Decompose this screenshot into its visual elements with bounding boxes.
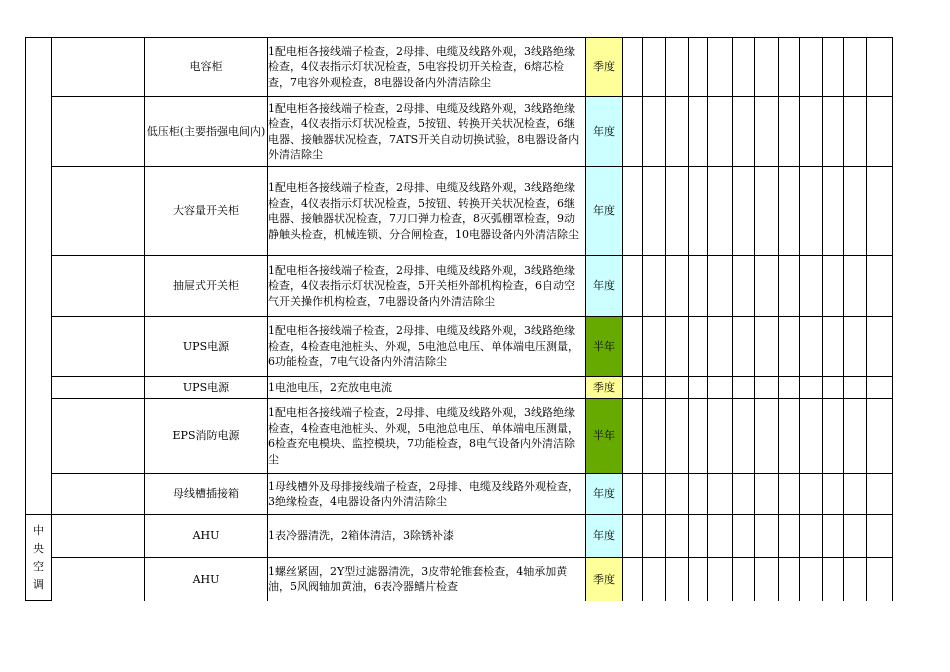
equipment-name: 低压柜(主要指强电间内) bbox=[145, 97, 268, 167]
blank-cell bbox=[52, 97, 145, 167]
frequency-badge: 年度 bbox=[586, 515, 623, 558]
maintenance-content: 1配电柜各接线端子检查，2母排、电缆及线路外观，3线路绝缘检查，4仪表指示灯状况检查，5电容投切开关检查，6熔芯检查，7电容外观检查，8电器设备内外清洁除尘 bbox=[268, 38, 586, 97]
table-row bbox=[26, 399, 893, 474]
table-row bbox=[26, 317, 893, 377]
category-char: 央 bbox=[33, 541, 44, 555]
maintenance-table bbox=[25, 37, 893, 601]
equipment-name: EPS消防电源 bbox=[145, 399, 268, 474]
table-row bbox=[26, 377, 893, 399]
category-char: 调 bbox=[33, 577, 44, 591]
category-char: 中 bbox=[33, 523, 44, 537]
category-char: 空 bbox=[33, 559, 44, 573]
frequency-badge: 年度 bbox=[586, 256, 623, 317]
equipment-name: UPS电源 bbox=[145, 377, 268, 399]
equipment-name: 母线槽插接箱 bbox=[145, 474, 268, 515]
category-cell-hvac bbox=[26, 515, 52, 601]
equipment-name: UPS电源 bbox=[145, 317, 268, 377]
table-row bbox=[26, 167, 893, 256]
blank-cell bbox=[52, 317, 145, 377]
table-row bbox=[26, 474, 893, 515]
equipment-name: 大容量开关柜 bbox=[145, 167, 268, 256]
blank-cell bbox=[52, 558, 145, 601]
maintenance-content: 1配电柜各接线端子检查，2母排、电缆及线路外观，3线路绝缘检查，4仪表指示灯状况检查，5按钮、转换开关状况检查，6继电器、接触器状况检查，7ATS开关自动切换试验，8电器设备内外清洁除尘 bbox=[268, 97, 586, 167]
frequency-badge: 半年 bbox=[586, 399, 623, 474]
blank-cell bbox=[52, 256, 145, 317]
blank-cell bbox=[52, 377, 145, 399]
maintenance-content: 1配电柜各接线端子检查，2母排、电缆及线路外观，3线路绝缘检查，4仪表指示灯状况检查，5开关柜外部机构检查，6自动空气开关操作机构检查，7电器设备内外清洁除尘 bbox=[268, 256, 586, 317]
table-row bbox=[26, 256, 893, 317]
maintenance-content: 1母线槽外及母排接线端子检查，2母排、电缆及线路外观检查，3绝缘检查，4电器设备内外清洁除尘 bbox=[268, 474, 586, 515]
table-row bbox=[26, 38, 893, 97]
equipment-name: AHU bbox=[145, 515, 268, 558]
maintenance-content: 1电池电压，2充放电电流 bbox=[268, 377, 586, 399]
maintenance-content: 1配电柜各接线端子检查，2母排、电缆及线路外观，3线路绝缘检查，4检查电池桩头、外观，5电池总电压、单体端电压测量，6功能检查，7电气设备内外清洁除尘 bbox=[268, 317, 586, 377]
frequency-badge: 季度 bbox=[586, 558, 623, 601]
equipment-name: 电容柜 bbox=[145, 38, 268, 97]
table-row bbox=[26, 97, 893, 167]
frequency-badge: 季度 bbox=[586, 38, 623, 97]
maintenance-content: 1配电柜各接线端子检查，2母排、电缆及线路外观，3线路绝缘检查，4仪表指示灯状况检查，5按钮、转换开关状况检查，6继电器、接触器状况检查，7刀口弹力检查，8灭弧棚罩检查，9动静触头检查，机械连锁、分合闸检查，10电器设备内外清洁除尘 bbox=[268, 167, 586, 256]
equipment-name: 抽屉式开关柜 bbox=[145, 256, 268, 317]
category-cell-electrical bbox=[26, 38, 52, 515]
maintenance-content: 1配电柜各接线端子检查，2母排、电缆及线路外观，3线路绝缘检查，4检查电池桩头、外观，5电池总电压、单体端电压测量，6检查充电模块、监控模块，7功能检查，8电气设备内外清洁除尘 bbox=[268, 399, 586, 474]
frequency-badge: 季度 bbox=[586, 377, 623, 399]
maintenance-content: 1螺丝紧固，2Y型过滤器清洗，3皮带轮锥套检查，4轴承加黄油，5风阀轴加黄油，6表冷器鳍片检查 bbox=[268, 558, 586, 601]
blank-cell bbox=[52, 38, 145, 97]
maintenance-content: 1表冷器清洗，2箱体清洁，3除锈补漆 bbox=[268, 515, 586, 558]
equipment-name: AHU bbox=[145, 558, 268, 601]
blank-cell bbox=[52, 399, 145, 474]
table-row bbox=[26, 515, 893, 558]
table-row bbox=[26, 558, 893, 601]
frequency-badge: 年度 bbox=[586, 474, 623, 515]
blank-cell bbox=[52, 515, 145, 558]
blank-cell bbox=[52, 474, 145, 515]
blank-cell bbox=[52, 167, 145, 256]
frequency-badge: 年度 bbox=[586, 167, 623, 256]
frequency-badge: 年度 bbox=[586, 97, 623, 167]
frequency-badge: 半年 bbox=[586, 317, 623, 377]
